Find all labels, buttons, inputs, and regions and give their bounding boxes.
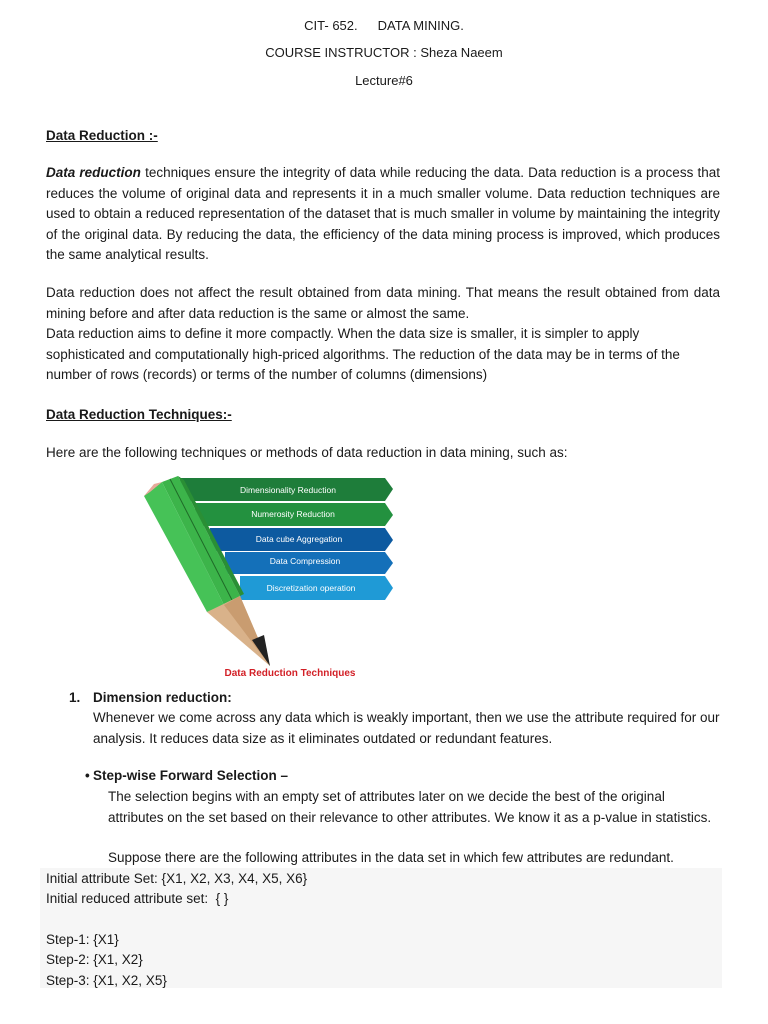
definition-text: techniques ensure the integrity of data while reducing the data. Data reduction is a process that reduces the volume of original data and represents it in a much smaller volume. Data reduction techniques are used to obtain a reduced representation of the dataset that is much smaller in volume by maintaining the integrity of the original data. By reducing the data, the efficiency of the data mining process is improved, which produces the same analytical results. [46, 165, 720, 262]
lecture-number: Lecture#6 [355, 73, 413, 88]
subitem-body-forward-selection: The selection begins with an empty set of attributes later on we decide the best of the original attributes on the set based on their relevance to other attributes. We know it as a p-value in statistics. [108, 789, 712, 825]
definition-lead-term: Data reduction [46, 165, 141, 180]
initial-reduced-set: Initial reduced attribute set: { } [46, 891, 229, 906]
subitem-title-forward-selection: Step-wise Forward Selection – [93, 768, 289, 783]
section-heading-techniques: Data Reduction Techniques:- [46, 407, 232, 422]
step-3: Step-3: {X1, X2, X5} [46, 973, 167, 988]
initial-attribute-set: Initial attribute Set: {X1, X2, X3, X4, X5, X6} [46, 871, 308, 886]
band-label-data-cube: Data cube Aggregation [255, 534, 343, 544]
section-heading-data-reduction: Data Reduction :- [46, 128, 158, 143]
band-label-numerosity: Numerosity Reduction [251, 509, 335, 519]
paragraph-definition [46, 163, 720, 266]
list-item-body-dimension-reduction: Whenever we come across any data which is weakly important, then we use the attribute required for our analysis. It reduces data size as it eliminates outdated or redundant features. [93, 710, 720, 746]
techniques-pencil-figure [140, 470, 400, 685]
band-label-dimensionality: Dimensionality Reduction [240, 485, 336, 495]
step-2: Step-2: {X1, X2} [46, 952, 143, 967]
band-label-discretization: Discretization operation [266, 583, 356, 593]
course-code: CIT- 652. [304, 18, 358, 33]
subitem-redundant-note: Suppose there are the following attributes in the data set in which few attributes are redundant. [108, 850, 674, 865]
instructor-line: COURSE INSTRUCTOR : Sheza Naeem [265, 45, 503, 60]
paragraph-result-unaffected: Data reduction does not affect the result obtained from data mining. That means the result obtained from data mining before and after data reduction is the same or almost the same. [46, 285, 720, 321]
course-title-line [0, 18, 768, 33]
course-name: DATA MINING. [377, 18, 464, 33]
step-1: Step-1: {X1} [46, 932, 119, 947]
techniques-intro: Here are the following techniques or methods of data reduction in data mining, such as: [46, 445, 568, 460]
band-label-compression: Data Compression [269, 556, 341, 566]
paragraph-compact-definition: Data reduction aims to define it more compactly. When the data size is smaller, it is simpler to apply sophisticated and computationally high-priced algorithms. The reduction of the data may be in terms of the number of rows (records) or terms of the number of columns (dimensions) [46, 326, 680, 382]
figure-caption: Data Reduction Techniques [224, 668, 356, 679]
bullet-point: • [85, 768, 90, 783]
list-item-title-dimension-reduction: Dimension reduction: [93, 690, 232, 705]
list-number: 1. [69, 690, 81, 705]
